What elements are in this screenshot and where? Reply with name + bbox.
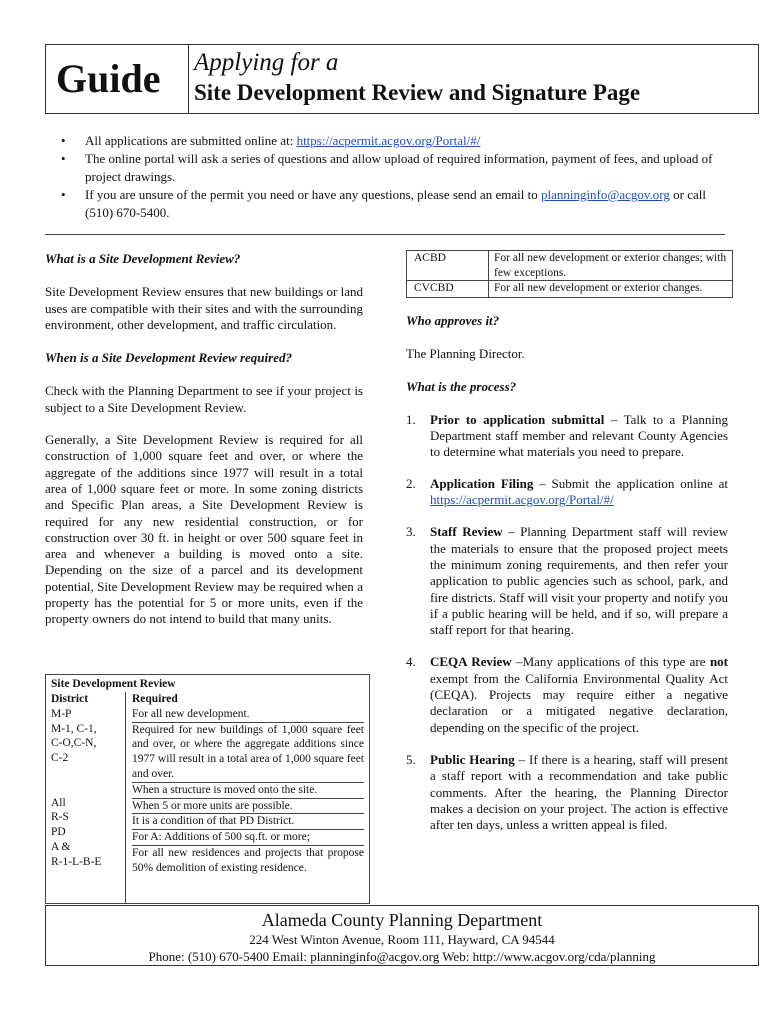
guide-label: Guide <box>46 45 189 113</box>
table-header: District <box>51 693 89 705</box>
question-heading: What is the process? <box>406 378 517 394</box>
district-column <box>46 692 126 903</box>
paragraph: Generally, a Site Development Review is required for all construction of 1,000 square feet and over, or where the aggregate of the additions since 1977 will result in a total area of 1,000 square feet or more. In some zoning districts and Specific Plan areas, a Site Development Review is required for any new residential construction, or for construction over 30 ft. in height or over 500 square feet in area and whenever a building is moved onto a site. Depending on the size of a parcel and its development potential, Site Development Review may be required when a property has the potential for 5 or more units, even if the property owners do not intend to build that many units. <box>45 432 363 627</box>
table-cell: CVCBD <box>414 282 454 294</box>
table-cell: For A: Additions of 500 sq.ft. or more; <box>132 830 364 846</box>
required-column <box>494 251 730 296</box>
process-step <box>406 412 728 461</box>
requirements-table <box>45 674 370 904</box>
right-column <box>406 313 728 833</box>
header-subtitle: Applying for a <box>194 49 339 76</box>
page-title: Site Development Review and Signature Page <box>194 80 641 105</box>
step-text: – If there is a hearing, staff will present a staff report with a recommendation and take public comments. After the hearing, the Planning Director makes a decision on your project. The action is effective after ten days, unless a written appeal is filed. <box>430 751 728 833</box>
required-column <box>132 692 364 876</box>
table-cell: When 5 or more units are possible. <box>132 799 364 815</box>
paragraph: The Planning Director. <box>406 346 525 362</box>
footer-contact: Phone: (510) 670-5400 Email: planninginfo@acgov.org Web: http://www.acgov.org/cda/planning <box>148 949 656 964</box>
bullet-text-tail: or call (510) 670-5400. <box>85 187 706 220</box>
process-step <box>406 476 728 509</box>
step-title: Staff Review <box>430 524 503 540</box>
bullet-text: All applications are submitted online at: <box>85 133 297 148</box>
step-title: CEQA Review <box>430 654 512 670</box>
email-link[interactable]: planninginfo@acgov.org <box>540 187 670 202</box>
step-number: 2. <box>406 475 416 491</box>
step-text: exempt from the California Environmental Quality Act (CEQA). Projects may require either a negative declaration or a mitigated negative declaration, depending on the specific of the project. <box>430 670 728 735</box>
paragraph: Site Development Review ensures that new buildings or land uses are compatible with their sites and with the surrounding environment, other development, and traffic circulation. <box>45 284 363 332</box>
footer-org: Alameda County Planning Department <box>261 910 543 930</box>
step-text: –Many applications of this type are <box>511 654 710 670</box>
bullet-text: The online portal will ask a series of questions and allow upload of required information, payment of fees, and upload of project drawings. <box>85 151 713 184</box>
step-text: – Talk to a Planning Department staff member and relevant County Agencies to determine what materials you need to prepare. <box>430 411 728 460</box>
portal-link[interactable]: https://acpermit.acgov.org/Portal/#/ <box>430 492 614 508</box>
table-cell: M-1, C-1, <box>51 722 97 735</box>
table-header: Required <box>132 693 178 705</box>
table-cell: All <box>51 796 66 809</box>
table-cell: PD <box>51 826 66 839</box>
step-number: 3. <box>406 524 416 540</box>
table-cell: For all new residences and projects that propose 50% demolition of existing residence. <box>132 846 364 874</box>
table-cell: For all new development or exterior changes. <box>494 282 703 294</box>
question-heading: What is a Site Development Review? <box>45 251 241 266</box>
downtown-districts-table <box>406 250 733 298</box>
left-column <box>45 251 363 628</box>
intro-bullets <box>45 132 735 222</box>
footer-box <box>45 905 759 966</box>
step-number: 5. <box>406 751 416 767</box>
bullet-icon: • <box>61 133 66 148</box>
table-cell: When a structure is moved onto the site. <box>132 783 364 799</box>
bullet-item <box>45 186 735 222</box>
bullet-item <box>45 150 735 186</box>
portal-link[interactable]: https://acpermit.acgov.org/Portal/#/ <box>296 133 481 148</box>
question-heading: When is a Site Development Review required? <box>45 350 292 366</box>
table-cell: A & <box>51 840 71 853</box>
header-box <box>45 44 759 114</box>
step-number: 4. <box>406 654 416 670</box>
step-title: Prior to application submittal <box>430 411 605 427</box>
bullet-text: If you are unsure of the permit you need or have any questions, please send an email to <box>85 187 541 202</box>
table-cell: Required for new buildings of 1,000 square feet and over, or where the aggregate additions since 1977 will result in a total area of 1,000 square feet and over. <box>132 723 364 783</box>
step-text: – Planning Department staff will review the materials to ensure that the proposed project meets the minimum zoning requirements, and then refer your application to public agencies such as school, park, and fire districts. Staff will visit your property and notify you if a public hearing will be held, and if so, will prepare a staff report for that hearing. <box>430 524 728 638</box>
step-number: 1. <box>406 411 416 427</box>
step-emphasis: not <box>709 654 728 670</box>
paragraph: Check with the Planning Department to see if your project is subject to a Site Development Review. <box>45 383 363 415</box>
process-step <box>406 524 728 638</box>
table-cell: C-O,C-N, <box>51 737 97 750</box>
table-title: Site Development Review <box>51 678 176 690</box>
district-column <box>407 251 489 297</box>
footer-address: 224 West Winton Avenue, Room 111, Hayward, CA 94544 <box>249 932 555 947</box>
process-step <box>406 654 728 735</box>
bullet-item <box>45 132 735 150</box>
step-title: Public Hearing <box>430 751 515 767</box>
table-cell: For all new development or exterior changes; with few exceptions. <box>489 251 733 281</box>
step-title: Application Filing <box>430 475 534 491</box>
section-divider <box>45 234 725 235</box>
process-step <box>406 752 728 833</box>
table-cell: R-S <box>51 811 69 824</box>
table-cell: M-P <box>51 707 72 720</box>
bullet-icon: • <box>61 151 66 166</box>
table-cell: For all new development. <box>132 707 364 723</box>
question-heading: Who approves it? <box>406 313 500 328</box>
table-cell: It is a condition of that PD District. <box>132 814 364 830</box>
table-cell: C-2 <box>51 752 69 765</box>
table-cell: ACBD <box>407 251 488 281</box>
step-text: – Submit the application online at <box>533 475 728 491</box>
table-cell: R-1-L-B-E <box>51 855 102 868</box>
bullet-icon: • <box>61 187 66 202</box>
